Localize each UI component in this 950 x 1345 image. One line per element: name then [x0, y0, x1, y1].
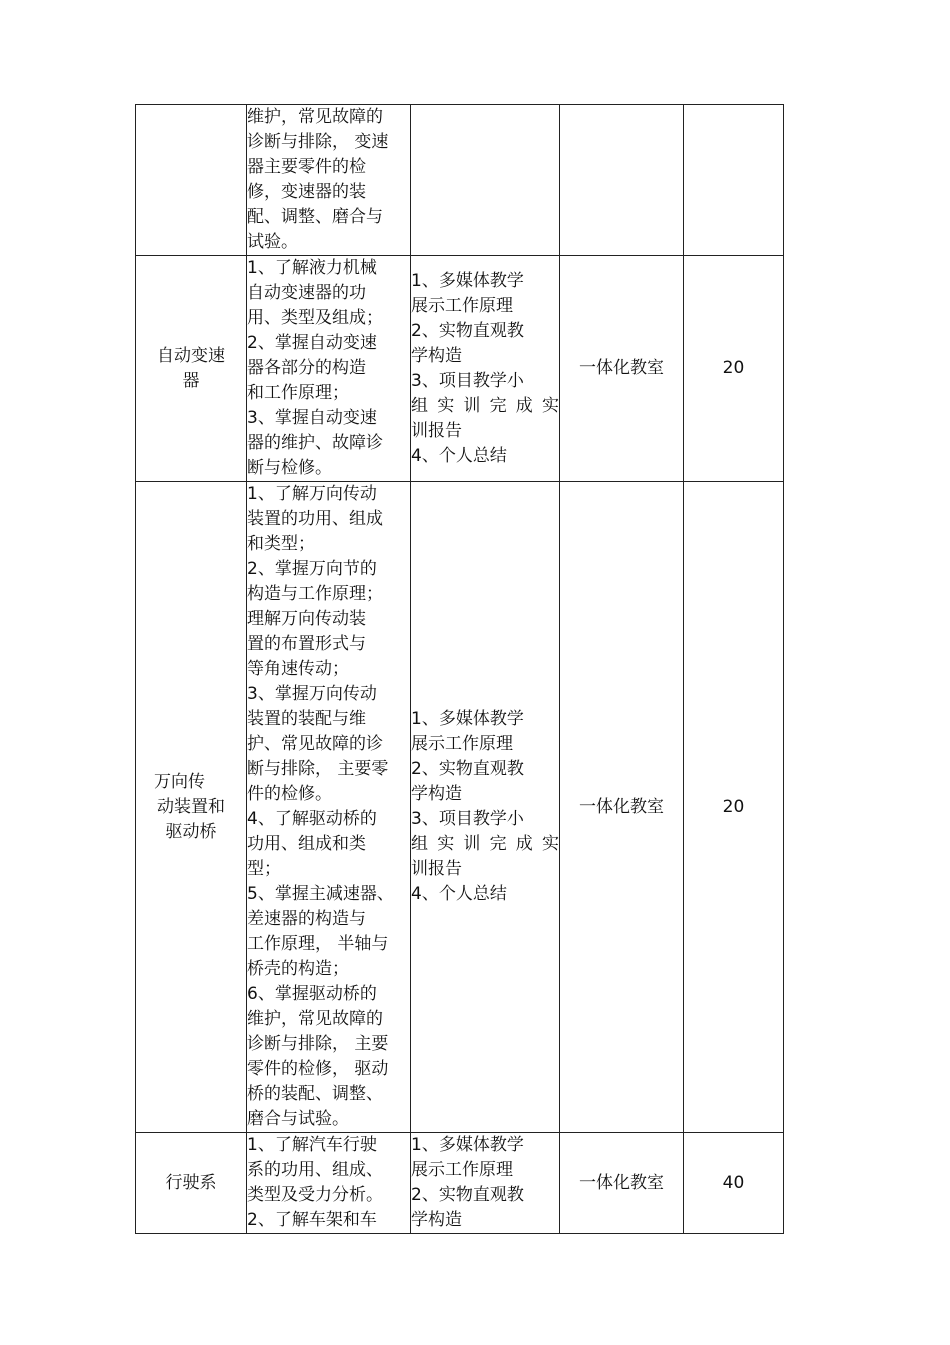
method-line: 训报告	[411, 859, 462, 879]
method-line: 学构造	[411, 1210, 462, 1230]
method-line: 组实训完成实	[411, 834, 559, 854]
goal-line: 工作原理， 半轴与	[247, 934, 389, 954]
goal-line: 桥壳的构造；	[247, 959, 349, 979]
table-row	[136, 105, 784, 256]
goals-cell	[247, 105, 411, 256]
topic-line: 器	[182, 370, 200, 391]
goal-line: 试验。	[247, 232, 298, 252]
goal-line: 1、了解汽车行驶	[247, 1135, 377, 1155]
goal-line: 3、掌握自动变速	[247, 408, 377, 428]
goals-cell	[247, 1133, 411, 1234]
goal-line: 器主要零件的检	[247, 157, 366, 177]
method-line: 学构造	[411, 345, 462, 366]
methods-cell	[411, 1133, 560, 1234]
goal-line: 诊断与排除， 主要	[247, 1034, 389, 1054]
topic-line: 驱动桥	[165, 821, 217, 842]
course-table	[135, 104, 784, 1234]
goal-line: 件的检修。	[247, 784, 332, 804]
goals-cell	[247, 256, 411, 482]
goal-line: 1、了解液力机械	[247, 258, 377, 278]
method-line: 4、个人总结	[411, 445, 507, 466]
goal-line: 2、了解车架和车	[247, 1210, 377, 1230]
topic-line: 自动变速	[157, 345, 225, 366]
goal-line: 等角速传动；	[247, 659, 349, 679]
goal-line: 差速器的构造与	[247, 909, 366, 929]
goal-line: 2、掌握自动变速	[247, 333, 377, 353]
method-line: 展示工作原理	[411, 734, 513, 754]
goal-line: 理解万向传动装	[247, 609, 366, 629]
goal-line: 5、掌握主减速器、	[247, 884, 394, 904]
place-cell: 一体化教室	[560, 256, 684, 482]
method-line: 组实训完成实	[411, 395, 559, 416]
hours-cell: 20	[684, 256, 784, 482]
goal-line: 系的功用、组成、	[247, 1160, 383, 1180]
goal-line: 和工作原理；	[247, 383, 349, 403]
topic-cell	[136, 482, 247, 1133]
goal-line: 桥的装配、调整、	[247, 1084, 383, 1104]
place-cell: 一体化教室	[560, 1133, 684, 1234]
method-line: 2、实物直观教	[411, 320, 524, 341]
method-line: 3、项目教学小	[411, 809, 524, 829]
goal-line: 用、类型及组成；	[247, 308, 383, 328]
goal-line: 4、了解驱动桥的	[247, 809, 377, 829]
method-line: 3、项目教学小	[411, 370, 524, 391]
goal-line: 6、掌握驱动桥的	[247, 984, 377, 1004]
method-line: 1、多媒体教学	[411, 709, 524, 729]
method-line: 展示工作原理	[411, 1160, 513, 1180]
goal-line: 零件的检修， 驱动	[247, 1059, 389, 1079]
goal-line: 置的布置形式与	[247, 634, 366, 654]
goal-line: 断与检修。	[247, 458, 332, 478]
method-line: 2、实物直观教	[411, 1185, 524, 1205]
goals-cell	[247, 482, 411, 1133]
goal-line: 器各部分的构造	[247, 358, 366, 378]
topic-line: 万向传	[154, 771, 205, 792]
method-line: 展示工作原理	[411, 295, 513, 316]
goal-line: 装置的功用、组成	[247, 509, 383, 529]
goal-line: 修，变速器的装	[247, 182, 366, 202]
goal-line: 自动变速器的功	[247, 283, 366, 303]
methods-cell	[411, 482, 560, 1133]
topic-cell	[136, 105, 247, 256]
goal-line: 诊断与排除， 变速	[247, 132, 389, 152]
goal-line: 型；	[247, 859, 281, 879]
topic-cell	[136, 256, 247, 482]
topic-line: 动装置和	[157, 796, 225, 817]
goal-line: 护、常见故障的诊	[247, 734, 383, 754]
goal-line: 2、掌握万向节的	[247, 559, 377, 579]
table-row	[136, 256, 784, 482]
goal-line: 1、了解万向传动	[247, 484, 377, 504]
hours-cell	[684, 105, 784, 256]
methods-cell	[411, 256, 560, 482]
goal-line: 和类型；	[247, 534, 315, 554]
table-row	[136, 1133, 784, 1234]
goal-line: 断与排除， 主要零	[247, 759, 389, 779]
goal-line: 3、掌握万向传动	[247, 684, 377, 704]
goal-line: 器的维护、故障诊	[247, 433, 383, 453]
goal-line: 功用、组成和类	[247, 834, 366, 854]
goal-line: 类型及受力分析。	[247, 1185, 383, 1205]
goal-line: 维护，常见故障的	[247, 107, 383, 127]
hours-cell: 20	[684, 482, 784, 1133]
goal-line: 磨合与试验。	[247, 1109, 349, 1129]
methods-cell	[411, 105, 560, 256]
goal-line: 构造与工作原理；	[247, 584, 383, 604]
goal-line: 配、调整、磨合与	[247, 207, 383, 227]
table-row	[136, 482, 784, 1133]
place-cell: 一体化教室	[560, 482, 684, 1133]
topic-cell	[136, 1133, 247, 1234]
method-line: 学构造	[411, 784, 462, 804]
goal-line: 装置的装配与维	[247, 709, 366, 729]
goal-line: 维护，常见故障的	[247, 1009, 383, 1029]
place-cell	[560, 105, 684, 256]
method-line: 1、多媒体教学	[411, 1135, 524, 1155]
hours-cell: 40	[684, 1133, 784, 1234]
method-line: 1、多媒体教学	[411, 270, 524, 291]
method-line: 训报告	[411, 420, 462, 441]
method-line: 2、实物直观教	[411, 759, 524, 779]
method-line: 4、个人总结	[411, 884, 507, 904]
topic-line: 行驶系	[165, 1172, 217, 1193]
